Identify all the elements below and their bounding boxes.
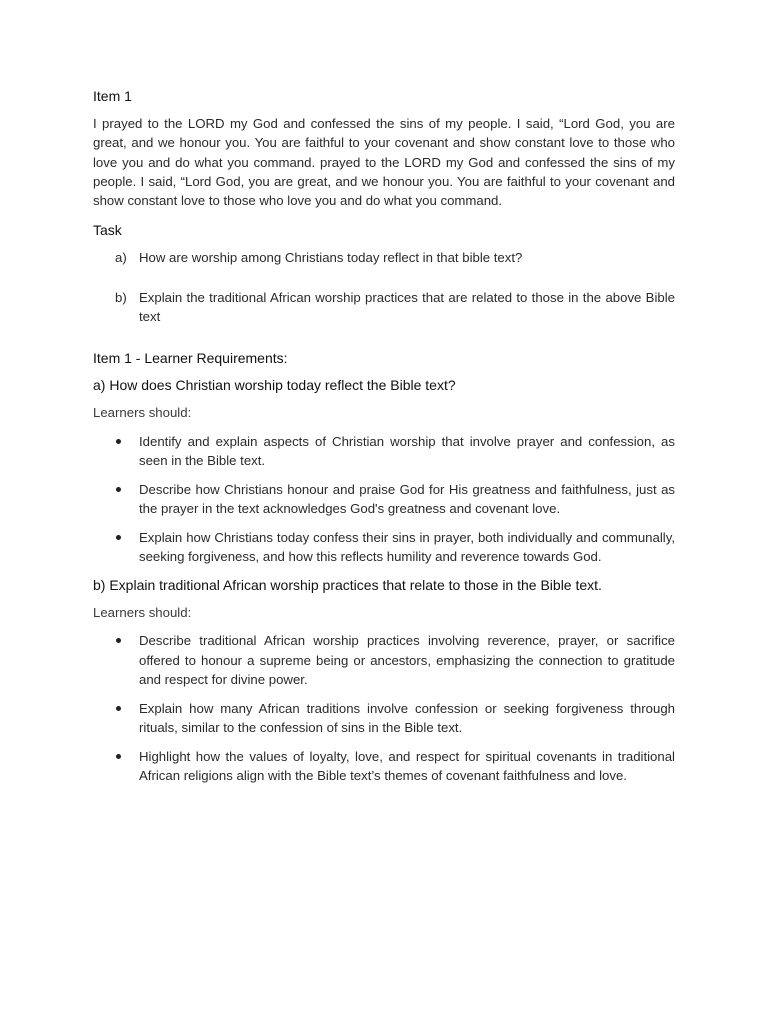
list-item xyxy=(93,699,675,738)
list-item xyxy=(93,480,675,519)
task-list xyxy=(93,248,675,326)
task-text: How are worship among Christians today reflect in that bible text? xyxy=(139,250,523,266)
bullet-text: Identify and explain aspects of Christian worship that involve prayer and confession, as seen in the Bible text. xyxy=(139,433,675,468)
bullet-text: Explain how Christians today confess their sins in prayer, both individually and communally, seeking forgiveness, and how this reflects humility and reverence towards God. xyxy=(139,529,675,565)
requirements-title: Item 1 - Learner Requirements: xyxy=(93,350,288,367)
bible-passage: I prayed to the LORD my God and confessed the sins of my people. I said, “Lord God, you are great, and we honour you. You are faithful to your covenant and show constant love to those who love you and do what you command. prayed to the LORD my God and confessed the sins of my people. I said, “Lord God, you are great, and we honour you. You are faithful to your covenant and show constant love to those who love you and do what you command. xyxy=(93,116,675,209)
bullet-text: Describe traditional African worship practices involving reverence, prayer, or sacrifice offered to honour a supreme being or ancestors, emphasizing the connection to gratitude and respect for divine power. xyxy=(139,633,675,687)
bullet-text: Highlight how the values of loyalty, love, and respect for spiritual covenants in traditional African religions align with the Bible text’s themes of covenant faithfulness and love. xyxy=(139,748,675,784)
list-item xyxy=(93,631,675,689)
task-item-b xyxy=(93,288,675,327)
bullet-text: Explain how many African traditions involve confession or seeking forgiveness through rituals, similar to the confession of sins in the Bible text. xyxy=(139,700,675,735)
list-item xyxy=(93,528,675,567)
bullet-icon xyxy=(93,528,139,567)
task-item-a xyxy=(93,248,675,267)
section-a-heading: a) How does Christian worship today reflect the Bible text? xyxy=(93,377,456,394)
bullet-icon xyxy=(93,631,139,689)
task-marker: b) xyxy=(115,289,127,305)
section-a-intro: Learners should: xyxy=(93,405,192,421)
bullet-text: Describe how Christians honour and praise God for His greatness and faithfulness, just as the prayer in the text acknowledges God's greatness and covenant love. xyxy=(139,481,675,517)
section-b-heading: b) Explain traditional African worship practices that relate to those in the Bible text. xyxy=(93,576,602,593)
document-page xyxy=(93,86,675,795)
section-a-bullets xyxy=(93,432,675,567)
bullet-icon xyxy=(93,432,139,471)
task-text: Explain the traditional African worship practices that are related to those in the above Bible text xyxy=(139,289,675,325)
bullet-icon xyxy=(93,699,139,738)
bullet-icon xyxy=(93,747,139,786)
task-title: Task xyxy=(93,222,122,239)
list-item xyxy=(93,747,675,786)
section-b-bullets xyxy=(93,631,675,785)
item-title: Item 1 xyxy=(93,88,132,104)
list-item xyxy=(93,432,675,471)
section-b-intro: Learners should: xyxy=(93,604,192,620)
task-marker: a) xyxy=(115,250,127,266)
bullet-icon xyxy=(93,480,139,519)
